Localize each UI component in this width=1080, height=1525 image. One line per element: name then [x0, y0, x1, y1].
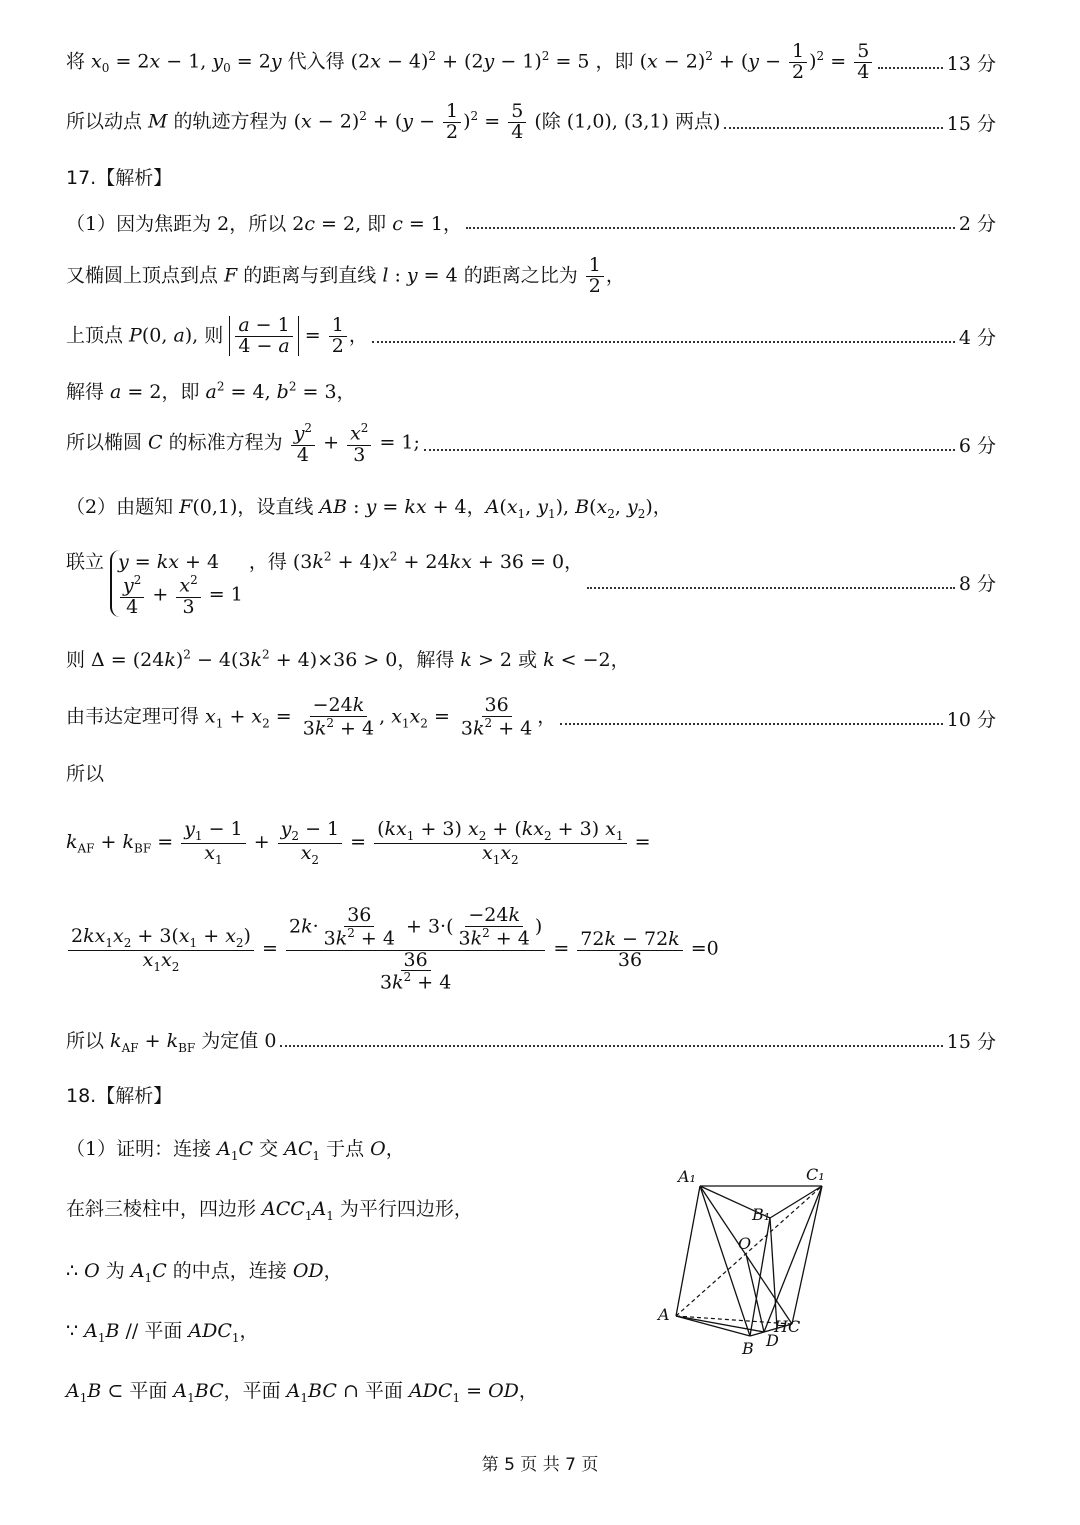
- solution-line-20: [66, 1248, 646, 1292]
- line-9-math: （2）由题知 F(0,1)，设直线 AB : y = kx + 4，$A(x_1$, $y_1$), $B(x_2$, $y_2$)，: [66, 495, 672, 521]
- label-c1: C₁: [806, 1165, 825, 1184]
- line-11-math: 则 $\Delta = (24k)^2 - 4(3k^2 + 4)\times 36 > 0$，解得 k > 2 或 k < −2，: [66, 647, 630, 671]
- line-19-math: 在斜三棱柱中，四边形 $ACC_1A_1$ 为平行四边形，: [66, 1197, 473, 1223]
- prism-figure: [652, 1156, 842, 1366]
- leader-dots: [424, 449, 955, 451]
- solution-line-2: [66, 100, 996, 144]
- solution-line-11: [66, 636, 996, 680]
- solution-line-14: [66, 815, 996, 871]
- edge-b1c1: [770, 1186, 822, 1218]
- leader-dots: [724, 127, 942, 129]
- solution-line-13: [66, 750, 996, 794]
- label-o: O: [738, 1234, 752, 1253]
- solution-line-4: [66, 200, 996, 244]
- heading-text: 17.【解析】: [66, 166, 173, 189]
- leader-dots: [466, 227, 955, 229]
- solution-line-12: [66, 696, 996, 740]
- problem-17-heading: [66, 154, 996, 198]
- line-21-math: ∵ $A_1B$ // 平面 $ADC_1$，: [66, 1319, 259, 1345]
- score-label: 2 分: [958, 212, 996, 235]
- score-label: 4 分: [958, 326, 996, 349]
- score-label: 13 分: [946, 52, 996, 75]
- line-18-math: （1）证明：连接 $A_1C$ 交 $AC_1$ 于点 O，: [66, 1137, 405, 1163]
- solution-line-15: [66, 895, 996, 1005]
- line-10-math: 联立 y = kx + 4 $\frac{y^2}{4}$ + $\frac{x^2}{3}$ = 1 ，得 $(3k^2 + 4)x^2 + 24kx + 36 = 0$，: [66, 549, 584, 618]
- label-b1: B₁: [752, 1205, 771, 1224]
- problem-18-heading: [66, 1072, 996, 1116]
- solution-line-1: [66, 40, 996, 84]
- label-a: A: [658, 1305, 670, 1324]
- segment-b1h: [770, 1218, 777, 1328]
- line-15-math: $\frac{2kx_1x_2 + 3(x_1 + x_2)}{x_1x_2}$ = 2k· $\frac{36}{3k^2 + 4}$ + 3·( $\frac{-24k}{3k^2 + 4}$ ) $\frac{36}{3k^2 + 4}$ = $\frac{72k - 72k}{36}$ =0: [66, 906, 719, 993]
- page-footer: 第 5 页 共 7 页: [481, 1455, 599, 1475]
- leader-dots: [587, 587, 955, 589]
- score-label: 6 分: [958, 434, 996, 457]
- solution-line-18: [66, 1126, 646, 1170]
- edge-cc1: [792, 1186, 822, 1324]
- line-22-math: $A_1B$ ⊂ 平面 $A_1BC$，平面 $A_1BC$ ∩ 平面 $ADC_1$ = OD，: [66, 1379, 538, 1405]
- solution-line-16: [66, 1018, 996, 1062]
- line-7-math: 解得 a = 2，即 $a^2 = 4$, $b^2 = 3$，: [66, 379, 356, 403]
- score-label: 10 分: [946, 708, 996, 731]
- leader-dots: [372, 341, 955, 343]
- score-label: 15 分: [946, 112, 996, 135]
- label-a1: A₁: [678, 1167, 696, 1186]
- line-2-math: 所以动点 M 的轨迹方程为 $(x - 2)^2 + (y$ − $\frac{1}{2}$ )$^2$ = $\frac{5}{4}$ (除 (1,0), (3,1) 两点): [66, 99, 721, 143]
- leader-dots: [560, 723, 943, 725]
- line-13-text: 所以: [66, 762, 105, 785]
- score-label: 15 分: [946, 1030, 996, 1053]
- label-b: B: [742, 1339, 754, 1358]
- solution-line-9: [66, 484, 996, 528]
- solution-line-6: [66, 314, 996, 358]
- solution-line-22: [66, 1368, 646, 1412]
- line-14-math: $k_{AF} + k_{BF}$ = $\frac{y_1 - 1}{x_1}$ + $\frac{y_2 - 1}{x_2}$ = $\frac{(kx_1 + 3) x_2 + (kx_2 + 3) x_1}{x_1x_2}$ =: [66, 818, 651, 867]
- segment-ad: [676, 1316, 764, 1332]
- solution-line-7: [66, 368, 996, 412]
- line-6-math: 上顶点 P(0, a), 则 $\frac{a - 1}{4 - a}$ = $\frac{1}{2}$ ，: [66, 313, 368, 357]
- solution-line-8: [66, 422, 996, 466]
- heading-text: 18.【解析】: [66, 1084, 173, 1107]
- solution-line-19: [66, 1186, 646, 1230]
- label-d: D: [766, 1331, 779, 1350]
- line-16-math: 所以 $k_{AF} + k_{BF}$ 为定值 0: [66, 1029, 277, 1055]
- leader-dots: [878, 67, 943, 69]
- line-4-math: （1）因为焦距为 2，所以 2c = 2, 即 c = 1，: [66, 212, 462, 235]
- line-20-math: ∴ O 为 $A_1C$ 的中点，连接 OD，: [66, 1259, 343, 1285]
- leader-dots: [280, 1045, 942, 1047]
- score-label: 8 分: [958, 572, 996, 595]
- line-1-math: 将 $x_0 = 2x - 1$, $y_0 = 2y$ 代入得 $(2x - 4)^2 + (2y - 1)^2 = 5$ ，即 $(x - 2)^2 + (y$ − $\frac{1}{2}$ )$^2$ = $\frac{5}{4}$: [66, 42, 874, 83]
- edge-aa1: [676, 1186, 700, 1316]
- solution-line-5: [66, 254, 996, 298]
- line-12-math: 由韦达定理可得 $x_1 + x_2$ = $\frac{-24k}{3k^2 + 4}$ , $x_1x_2$ = $\frac{36}{3k^2 + 4}$ ，: [66, 694, 557, 740]
- line-8-math: 所以椭圆 C 的标准方程为 $\frac{y^2}{4}$ + $\frac{x^2}{3}$ = 1;: [66, 421, 420, 466]
- solution-line-21: [66, 1308, 646, 1352]
- label-hc: HC: [774, 1317, 801, 1336]
- solution-line-10: [66, 536, 996, 628]
- line-5-math: 又椭圆上顶点到点 F 的距离与到直线 l : y = 4 的距离之比为 $\frac{1}{2}$ ，: [66, 253, 625, 297]
- segment-a1b: [700, 1186, 750, 1336]
